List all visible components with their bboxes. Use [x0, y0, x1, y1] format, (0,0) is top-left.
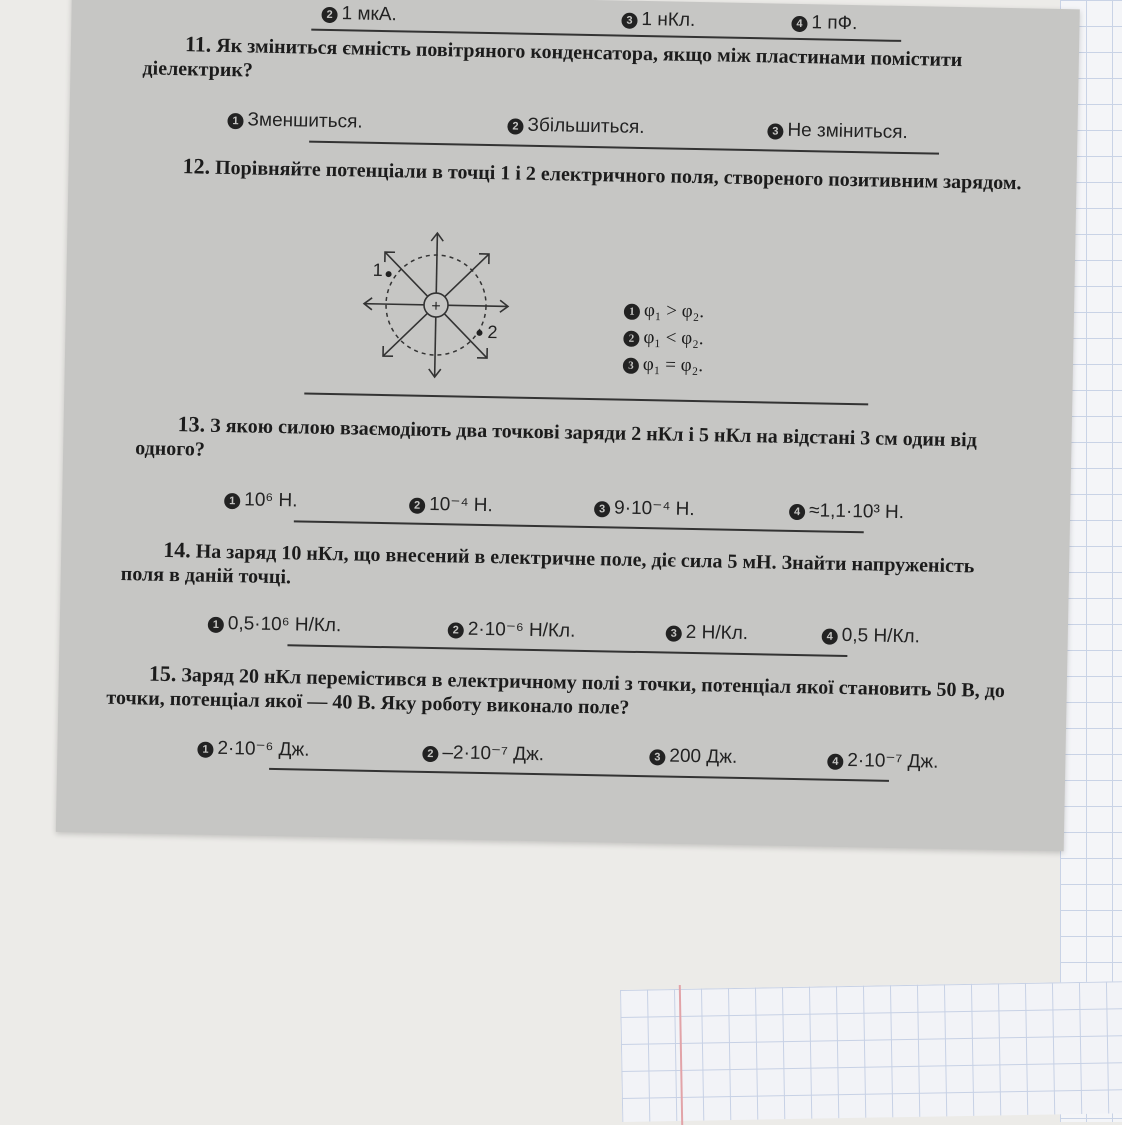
q13-option-1: 1 10⁶ Н. [224, 489, 298, 512]
q14-option-3: 3 2 Н/Кл. [666, 622, 749, 646]
q12-option-3: 3 φ₁ = φ₂. [623, 351, 803, 381]
q13-option-3: 3 9·10⁻⁴ Н. [594, 496, 695, 521]
q15-option-3: 3 200 Дж. [649, 745, 737, 769]
point-2-label: 2 [487, 322, 498, 343]
top-option-4: 4 1 пФ. [791, 12, 857, 35]
point-1-label: 1 [372, 259, 383, 281]
q14-option-4: 4 0,5 Н/Кл. [822, 625, 921, 649]
top-option-2: 2 1 мкА. [321, 3, 397, 26]
question-15: 15. Заряд 20 нКл перемістився в електричному полі з точки, потенціал якої становить 50 В, до точки, потенціал якої — 40 В. Яку роботу виконало поле? [106, 660, 1006, 719]
q14-option-1: 1 0,5·10⁶ Н/Кл. [208, 613, 342, 638]
q11-option-3: 3 Не зміниться. [767, 119, 908, 144]
question-14-text: На заряд 10 нКл, що внесений в електричне поле, діє сила 5 мН. Знайти напруженість поля в даній точці. [120, 540, 975, 589]
q15-option-1: 1 2·10⁻⁶ Дж. [197, 737, 309, 762]
q13-option-2: 2 10⁻⁴ Н. [409, 493, 493, 518]
q12-option-1: 1 φ₁ > φ₂. [624, 297, 804, 327]
question-13-text: З якою силою взаємодіють два точкові заряди 2 нКл і 5 нКл на відстані 3 см один від одного? [135, 414, 978, 461]
point-1 [386, 271, 392, 277]
q15-option-4: 4 2·10⁻⁷ Дж. [827, 749, 938, 774]
question-11-options [227, 109, 987, 152]
question-11: 11. Як зміниться ємність повітряного конденсатора, якщо між пластинами помістити діелектрик? [142, 31, 963, 82]
test-page [56, 0, 1080, 851]
question-14: 14. На заряд 10 нКл, що внесений в електричне поле, діє сила 5 мН. Знайти напруженість поля в даній точці. [120, 536, 975, 589]
point-2 [476, 330, 482, 336]
q15-option-2: 2 –2·10⁻⁷ Дж. [422, 741, 544, 766]
question-12-text: Порівняйте потенціали в точці 1 і 2 електричного поля, створеного позитивним зарядом. [214, 156, 1022, 195]
top-option-3: 3 1 нКл. [621, 9, 695, 32]
q11-option-2: 2 Збільшиться. [507, 114, 644, 139]
question-13-options [224, 489, 984, 532]
question-15-text: Заряд 20 нКл перемістився в електричному полі з точки, потенціал якої становить 50 В, до точки, потенціал якої — 40 В. Яку роботу виконало поле? [106, 664, 1006, 719]
question-12-options [623, 297, 805, 381]
q14-option-2: 2 2·10⁻⁶ Н/Кл. [448, 617, 576, 642]
question-13: 13. З якою силою взаємодіють два точкові заряди 2 нКл і 5 нКл на відстані 3 см один від одного? [135, 411, 978, 461]
q11-option-1: 1 Зменшиться. [227, 109, 363, 134]
q13-option-4: 4 ≈1,1·10³ Н. [789, 500, 904, 524]
q12-option-2: 2 φ₁ < φ₂. [623, 324, 803, 354]
answer-line [304, 393, 868, 406]
question-12: 12. Порівняйте потенціали в точці 1 і 2 електричного поля, створеного позитивним зарядом. [182, 153, 1022, 195]
field-diagram [354, 224, 517, 387]
charge-sign: + [431, 297, 441, 316]
question-11-text: Як зміниться ємність повітряного конденсатора, якщо між пластинами помістити діелектрик? [142, 34, 963, 82]
notebook-grid-bottom [620, 981, 1122, 1122]
